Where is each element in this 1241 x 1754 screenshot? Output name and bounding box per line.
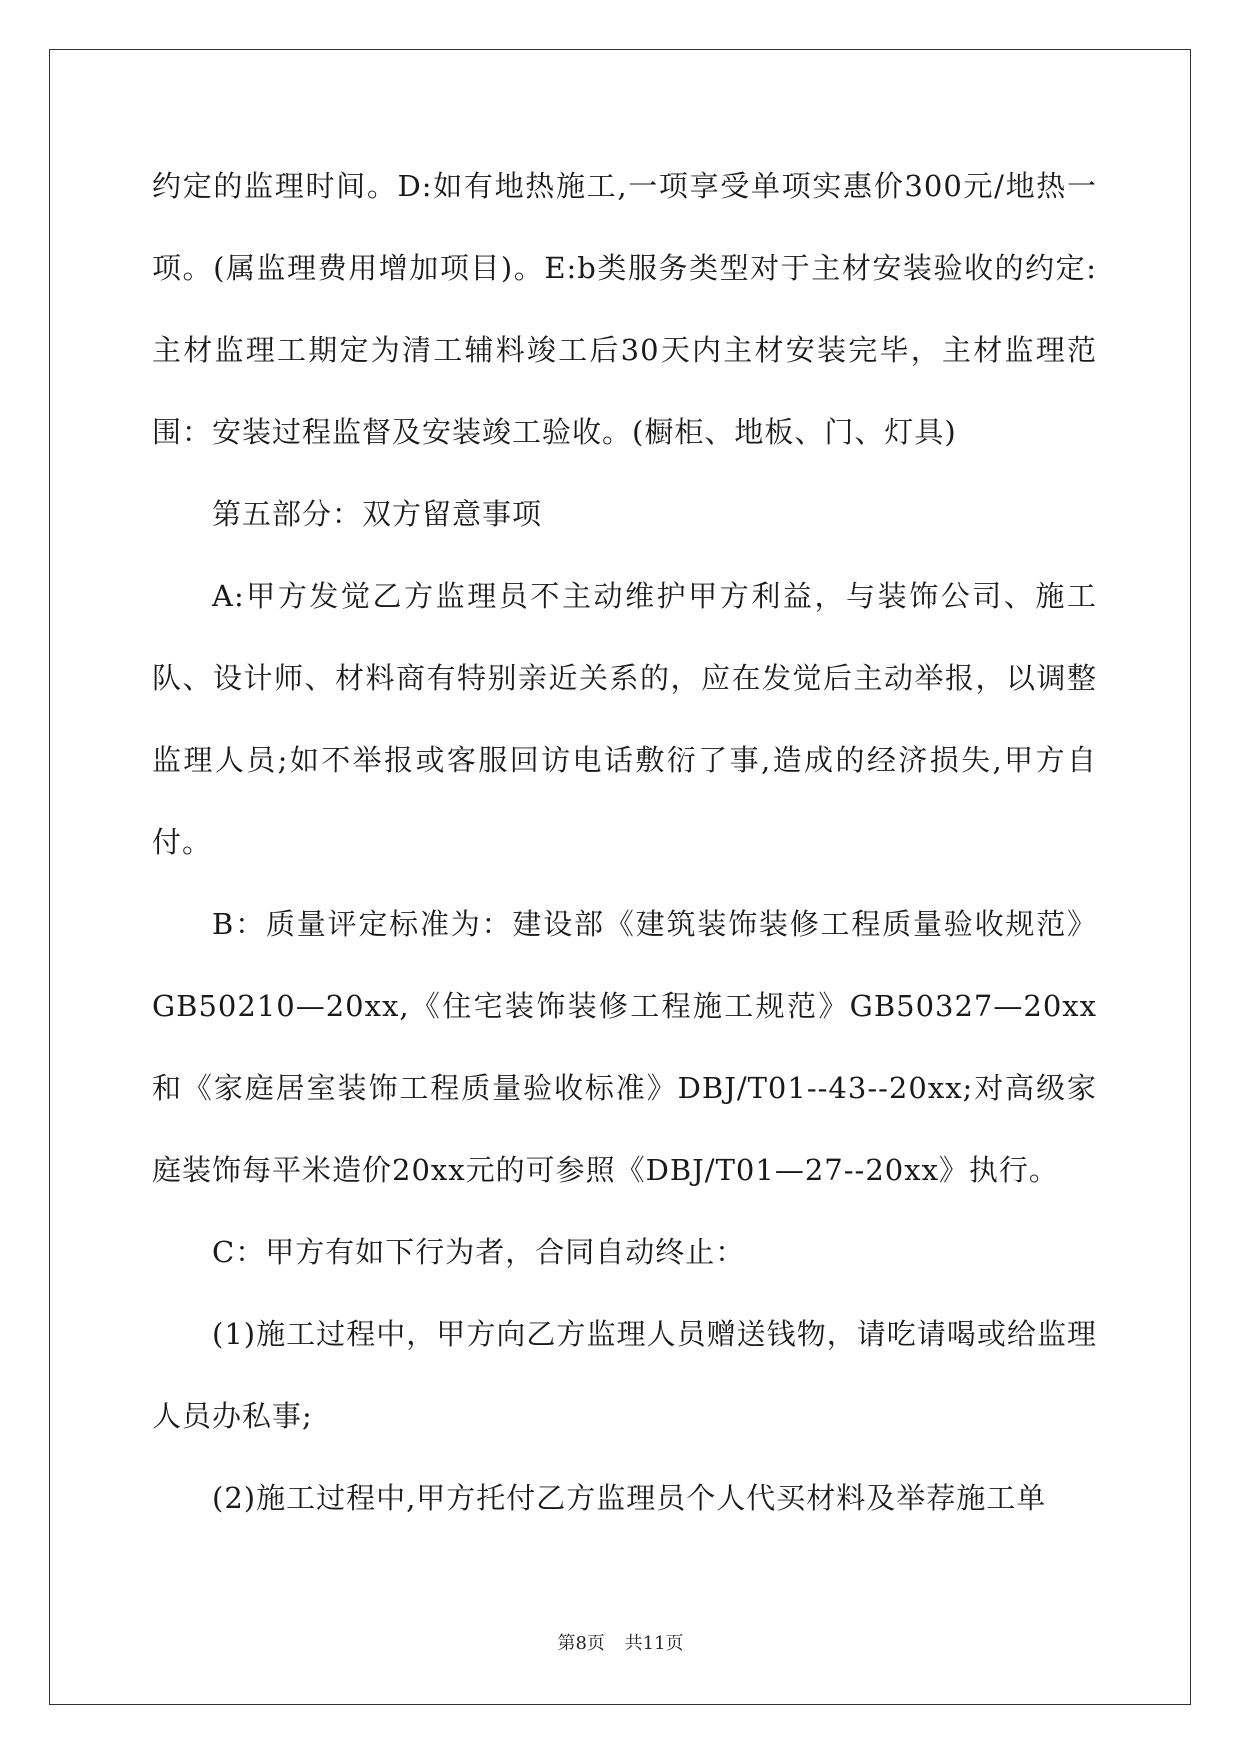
paragraph-1: 约定的监理时间。D:如有地热施工,一项享受单项实惠价300元/地热一项。(属监理费用增加项目)。E:b类服务类型对于主材安装验收的约定:主材监理工期定为清工辅料竣工后30天内主材安装完毕，主材监理范围：安装过程监督及安装竣工验收。(橱柜、地板、门、灯具): [152, 169, 1097, 449]
paragraph-c: C：甲方有如下行为者，合同自动终止：: [212, 1235, 746, 1269]
list-item-2: (2)施工过程中,甲方托付乙方监理员个人代买材料及举荐施工单: [212, 1481, 1047, 1515]
document-body: [152, 145, 1097, 1539]
paragraph-a: A:甲方发觉乙方监理员不主动维护甲方利益，与装饰公司、施工队、设计师、材料商有特别亲近关系的，应在发觉后主动举报，以调整监理人员;如不举报或客服回访电话敷衍了事,造成的经济损失,甲方自付。: [152, 579, 1097, 859]
page-number-current: 第8页: [557, 1633, 605, 1654]
section-heading: 第五部分：双方留意事项: [212, 497, 543, 531]
paragraph-b: B：质量评定标准为：建设部《建筑装饰装修工程质量验收规范》GB50210—20xx,《住宅装饰装修工程施工规范》GB50327—20xx和《家庭居室装饰工程质量验收标准》DBJ/T01--43--20xx;对高级家庭装饰每平米造价20xx元的可参照《DBJ/T01—27--20xx》执行。: [152, 907, 1097, 1187]
list-item-1: (1)施工过程中，甲方向乙方监理人员赠送钱物，请吃请喝或给监理人员办私事;: [152, 1317, 1097, 1433]
page-footer: [0, 1632, 1241, 1656]
page-number-total: 共11页: [624, 1633, 684, 1654]
